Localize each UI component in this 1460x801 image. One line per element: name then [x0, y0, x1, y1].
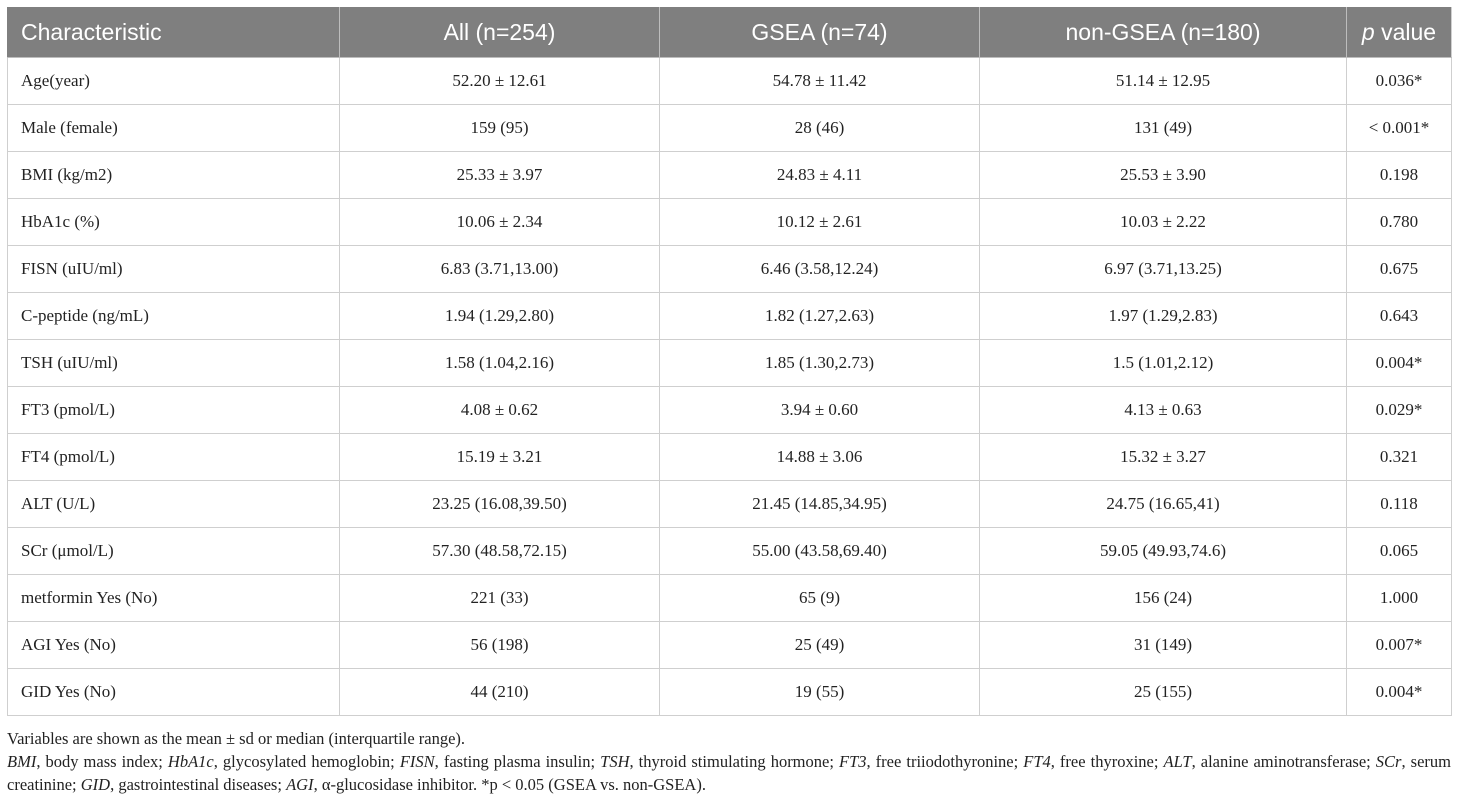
cell-p-value: 0.321: [1347, 434, 1452, 481]
cell-non-gsea: 51.14 ± 12.95: [980, 58, 1347, 105]
cell-p-value: 0.198: [1347, 152, 1452, 199]
cell-all: 57.30 (48.58,72.15): [340, 528, 660, 575]
cell-characteristic: BMI (kg/m2): [8, 152, 340, 199]
cell-p-value: < 0.001*: [1347, 105, 1452, 152]
cell-all: 15.19 ± 3.21: [340, 434, 660, 481]
cell-p-value: 0.007*: [1347, 622, 1452, 669]
cell-characteristic: TSH (uIU/ml): [8, 340, 340, 387]
footnote-abbr-term: ALT: [1163, 752, 1192, 771]
footnote-abbr-definition: , fasting plasma insulin;: [434, 752, 601, 771]
cell-characteristic: Male (female): [8, 105, 340, 152]
footnote-abbr-definition: , α-glucosidase inhibitor.: [313, 775, 482, 794]
cell-characteristic: FT3 (pmol/L): [8, 387, 340, 434]
cell-gsea: 28 (46): [660, 105, 980, 152]
table-row: [8, 387, 1452, 434]
cell-gsea: 6.46 (3.58,12.24): [660, 246, 980, 293]
footnote-abbr-definition: , serum creatinine;: [7, 752, 1451, 794]
cell-non-gsea: 31 (149): [980, 622, 1347, 669]
cell-non-gsea: 24.75 (16.65,41): [980, 481, 1347, 528]
footnote-variables: Variables are shown as the mean ± sd or median (interquartile range).: [7, 729, 466, 748]
cell-non-gsea: 1.5 (1.01,2.12): [980, 340, 1347, 387]
header-characteristic: Characteristic: [8, 7, 340, 58]
footnote-abbr-term: FT3: [838, 752, 867, 771]
table-row: [8, 199, 1452, 246]
footnote-abbr-definition: , free thyroxine;: [1050, 752, 1164, 771]
cell-p-value: 0.118: [1347, 481, 1452, 528]
cell-p-value: 0.004*: [1347, 669, 1452, 716]
table-row: [8, 434, 1452, 481]
table-row: [8, 622, 1452, 669]
cell-p-value: 0.780: [1347, 199, 1452, 246]
footnote-abbr-definition: , thyroid stimulating hormone;: [629, 752, 839, 771]
cell-p-value: 0.643: [1347, 293, 1452, 340]
table-row: [8, 246, 1452, 293]
cell-characteristic: FT4 (pmol/L): [8, 434, 340, 481]
cell-characteristic: HbA1c (%): [8, 199, 340, 246]
cell-p-value: 0.675: [1347, 246, 1452, 293]
table-row: [8, 669, 1452, 716]
cell-gsea: 55.00 (43.58,69.40): [660, 528, 980, 575]
cell-gsea: 10.12 ± 2.61: [660, 199, 980, 246]
cell-p-value: 0.029*: [1347, 387, 1452, 434]
cell-gsea: 24.83 ± 4.11: [660, 152, 980, 199]
footnote-abbr-term: FT4: [1023, 752, 1051, 771]
footnote-significance: *p < 0.05 (GSEA vs. non-GSEA).: [481, 775, 706, 794]
cell-characteristic: AGI Yes (No): [8, 622, 340, 669]
header-p-rest: value: [1374, 18, 1437, 45]
footnote-abbr-term: SCr: [1375, 752, 1402, 771]
table-row: [8, 152, 1452, 199]
footnote-abbreviations: [7, 750, 1451, 796]
header-p-value: [1347, 7, 1452, 58]
cell-all: 44 (210): [340, 669, 660, 716]
cell-gsea: 3.94 ± 0.60: [660, 387, 980, 434]
cell-characteristic: SCr (μmol/L): [8, 528, 340, 575]
cell-gsea: 54.78 ± 11.42: [660, 58, 980, 105]
cell-non-gsea: 59.05 (49.93,74.6): [980, 528, 1347, 575]
cell-all: 25.33 ± 3.97: [340, 152, 660, 199]
table-row: [8, 293, 1452, 340]
footnote-abbr-term: HbA1c: [167, 752, 214, 771]
cell-all: 52.20 ± 12.61: [340, 58, 660, 105]
cell-p-value: 0.004*: [1347, 340, 1452, 387]
cell-all: 1.94 (1.29,2.80): [340, 293, 660, 340]
cell-p-value: 0.065: [1347, 528, 1452, 575]
cell-non-gsea: 131 (49): [980, 105, 1347, 152]
cell-all: 1.58 (1.04,2.16): [340, 340, 660, 387]
cell-gsea: 1.85 (1.30,2.73): [660, 340, 980, 387]
cell-p-value: 1.000: [1347, 575, 1452, 622]
cell-all: 159 (95): [340, 105, 660, 152]
cell-non-gsea: 4.13 ± 0.63: [980, 387, 1347, 434]
cell-non-gsea: 25 (155): [980, 669, 1347, 716]
cell-non-gsea: 1.97 (1.29,2.83): [980, 293, 1347, 340]
footnote-abbr-definition: , free triiodothyronine;: [866, 752, 1024, 771]
table-row: [8, 528, 1452, 575]
table-row: [8, 340, 1452, 387]
cell-all: 6.83 (3.71,13.00): [340, 246, 660, 293]
characteristics-table: [7, 7, 1452, 716]
cell-non-gsea: 6.97 (3.71,13.25): [980, 246, 1347, 293]
cell-gsea: 14.88 ± 3.06: [660, 434, 980, 481]
header-gsea: GSEA (n=74): [660, 7, 980, 58]
cell-all: 56 (198): [340, 622, 660, 669]
cell-p-value: 0.036*: [1347, 58, 1452, 105]
table-row: [8, 481, 1452, 528]
footnote-abbr-definition: , gastrointestinal diseases;: [110, 775, 287, 794]
table-row: [8, 58, 1452, 105]
cell-characteristic: ALT (U/L): [8, 481, 340, 528]
cell-all: 221 (33): [340, 575, 660, 622]
cell-non-gsea: 10.03 ± 2.22: [980, 199, 1347, 246]
table-body: [8, 58, 1452, 716]
cell-gsea: 21.45 (14.85,34.95): [660, 481, 980, 528]
cell-characteristic: C-peptide (ng/mL): [8, 293, 340, 340]
cell-characteristic: FISN (uIU/ml): [8, 246, 340, 293]
table-footnotes: [7, 727, 1451, 796]
cell-gsea: 1.82 (1.27,2.63): [660, 293, 980, 340]
cell-non-gsea: 156 (24): [980, 575, 1347, 622]
footnote-abbr-term: GID: [80, 775, 111, 794]
cell-characteristic: metformin Yes (No): [8, 575, 340, 622]
table-row: [8, 105, 1452, 152]
cell-gsea: 25 (49): [660, 622, 980, 669]
footnote-abbr-term: TSH: [600, 752, 630, 771]
footnote-abbr-definition: , alanine aminotransferase;: [1191, 752, 1376, 771]
table-header-row: [8, 7, 1452, 58]
cell-characteristic: Age(year): [8, 58, 340, 105]
footnote-abbr-term: BMI: [7, 752, 37, 771]
table-row: [8, 575, 1452, 622]
header-all: All (n=254): [340, 7, 660, 58]
header-p-italic: p: [1361, 18, 1375, 45]
footnote-abbr-term: AGI: [286, 775, 314, 794]
cell-gsea: 65 (9): [660, 575, 980, 622]
cell-non-gsea: 25.53 ± 3.90: [980, 152, 1347, 199]
header-non-gsea: non-GSEA (n=180): [980, 7, 1347, 58]
footnote-abbr-definition: , body mass index;: [36, 752, 168, 771]
cell-all: 4.08 ± 0.62: [340, 387, 660, 434]
footnote-abbr-term: FISN: [399, 752, 435, 771]
cell-non-gsea: 15.32 ± 3.27: [980, 434, 1347, 481]
cell-characteristic: GID Yes (No): [8, 669, 340, 716]
footnote-abbr-definition: , glycosylated hemoglobin;: [213, 752, 400, 771]
cell-all: 23.25 (16.08,39.50): [340, 481, 660, 528]
cell-all: 10.06 ± 2.34: [340, 199, 660, 246]
cell-gsea: 19 (55): [660, 669, 980, 716]
